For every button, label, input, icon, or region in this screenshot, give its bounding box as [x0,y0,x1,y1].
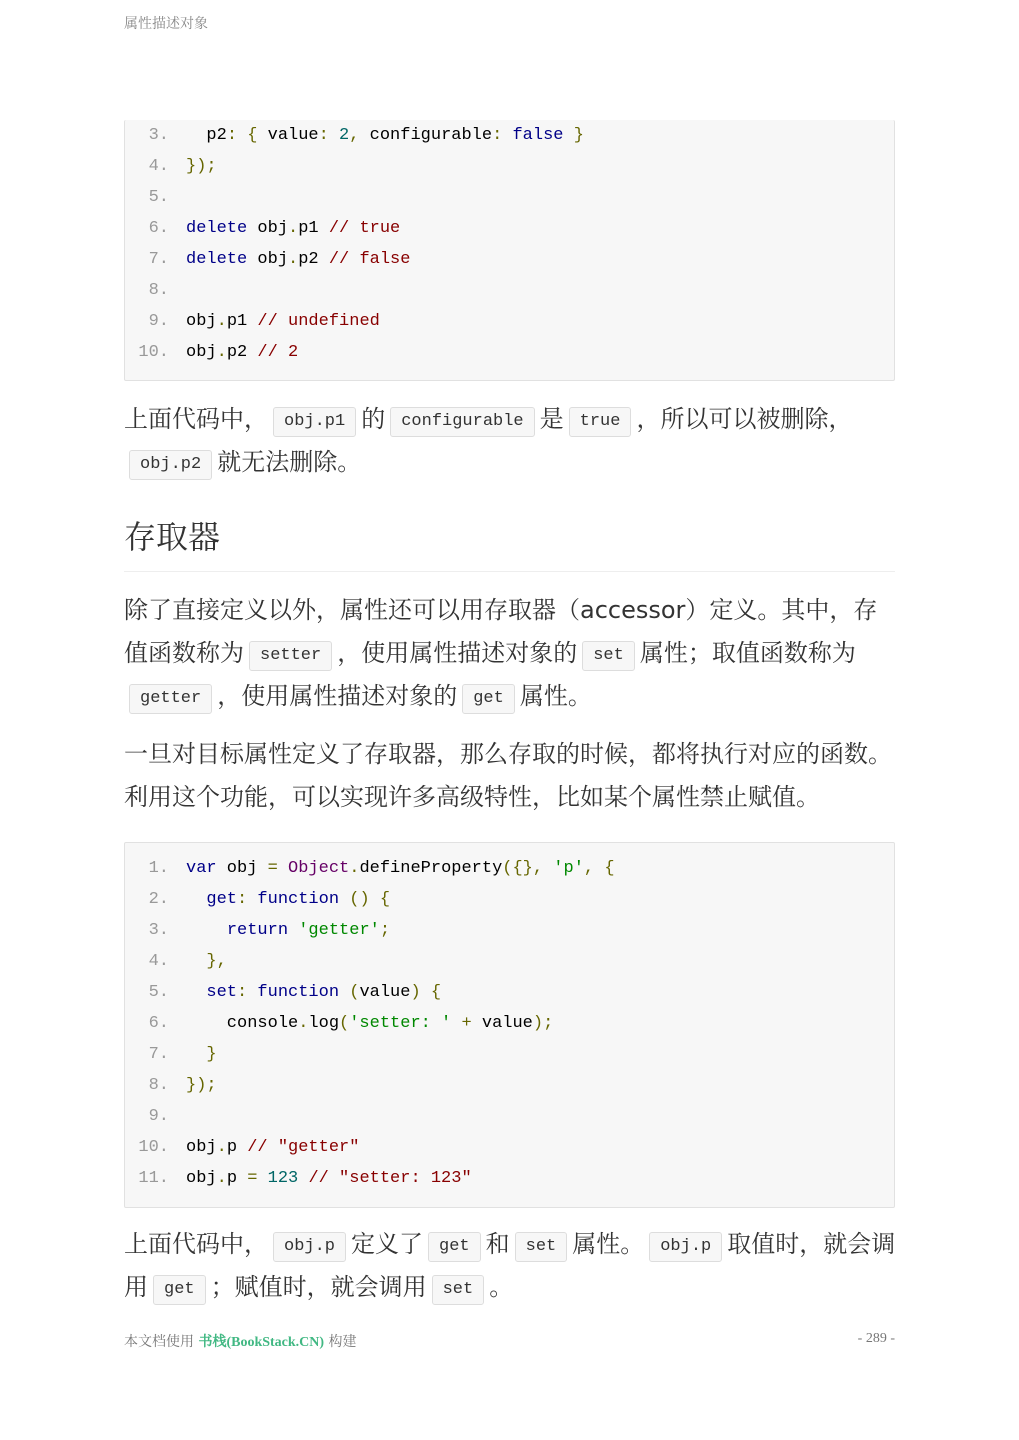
code-text: console.log('setter: ' + value); [186,1014,554,1033]
code-text: var obj = Object.defineProperty({}, 'p', { [186,859,615,878]
text: 属性。 [519,682,592,710]
text: 属性。 [572,1230,645,1258]
line-number: 11. [138,1169,169,1188]
text: ，所以可以被删除， [636,405,853,433]
code-line [125,182,186,213]
line-number: 3. [148,921,169,940]
text: 除了直接定义以外，属性还可以用存取器（accessor）定义。其中，存值函数称为 [124,596,878,667]
inline-code: getter [129,684,212,714]
code-block-delete-example [124,120,895,381]
code-text: }, [206,952,227,971]
code-text: obj.p2 // 2 [186,343,299,362]
paragraph-accessor-intro [124,589,899,718]
text: 和 [485,1230,510,1258]
bookstack-link[interactable]: 书栈(BookStack.CN) [198,1335,325,1350]
line-number: 4. [148,952,169,971]
line-number: 8. [148,281,169,300]
inline-code: obj.p2 [129,450,212,480]
code-line [125,1101,186,1132]
code-line [125,213,400,244]
inline-code: get [153,1275,206,1305]
text: 的 [361,405,386,433]
text: 属性；取值函数称为 [639,639,856,667]
footer-prefix: 本文档使用 [124,1334,194,1350]
footer-suffix: 构建 [328,1334,357,1350]
code-text: } [206,1045,217,1064]
line-number: 5. [148,188,169,207]
line-number: 5. [148,983,169,1002]
inline-code: set [515,1232,568,1262]
inline-code: set [582,641,635,671]
code-text: delete obj.p2 // false [186,250,411,269]
text: ，使用属性描述对象的 [217,682,458,710]
inline-code: configurable [390,407,534,437]
text: 就无法删除。 [217,448,362,476]
line-number: 4. [148,157,169,176]
code-text: delete obj.p1 // true [186,219,401,238]
code-line [125,853,615,884]
code-line [125,151,217,182]
code-line [125,1132,359,1163]
inline-code: get [428,1232,481,1262]
inline-code: true [569,407,632,437]
inline-code: obj.p [273,1232,346,1262]
text: 是 [539,405,564,433]
line-number: 10. [138,343,169,362]
paragraph-accessor-explanation [124,1223,899,1309]
code-text: }); [186,1076,217,1095]
text: ；赋值时，就会调用 [210,1273,427,1301]
code-text: return 'getter'; [226,921,391,940]
inline-code: obj.p [649,1232,722,1262]
footer-credit [124,1331,357,1351]
code-line [125,1070,217,1101]
page-number: - 289 - [857,1331,895,1346]
line-number: 7. [148,250,169,269]
code-line [125,884,390,915]
code-line [125,275,186,306]
code-text: get: function () { [206,890,391,909]
code-text: set: function (value) { [206,983,442,1002]
code-line [125,946,227,977]
section-heading-accessor: 存取器 [124,513,895,572]
line-number: 7. [148,1045,169,1064]
text: 上面代码中， [124,405,268,433]
code-text: obj.p // "getter" [186,1138,360,1157]
code-line [125,337,298,368]
code-line [125,306,380,337]
code-line [125,244,410,275]
inline-code: set [432,1275,485,1305]
code-text: }); [186,157,217,176]
text: 取值时，就会调用 [124,1230,896,1301]
paragraph-configurable-explanation [124,398,899,484]
text: 定义了 [351,1230,424,1258]
line-number: 2. [148,890,169,909]
inline-code: get [462,684,515,714]
inline-code: setter [249,641,332,671]
text: 。 [489,1273,514,1301]
code-line [125,977,441,1008]
line-number: 3. [148,126,169,145]
line-number: 6. [148,1014,169,1033]
running-header: 属性描述对象 [124,16,208,32]
code-text: obj.p1 // undefined [186,312,380,331]
text: 上面代码中， [124,1230,268,1258]
code-text: obj.p = 123 // "setter: 123" [186,1169,472,1188]
code-line [125,915,390,946]
code-line [125,120,584,151]
line-number: 6. [148,219,169,238]
line-number: 9. [148,312,169,331]
code-line [125,1008,553,1039]
paragraph-accessor-usage: 一旦对目标属性定义了存取器，那么存取的时候，都将执行对应的函数。利用这个功能，可以实现许多高级特性，比如某个属性禁止赋值。 [124,740,892,811]
line-number: 8. [148,1076,169,1095]
line-number: 10. [138,1138,169,1157]
inline-code: obj.p1 [273,407,356,437]
code-line [125,1039,217,1070]
text: ，使用属性描述对象的 [337,639,578,667]
code-line [125,1163,472,1194]
code-block-accessor-example [124,842,895,1208]
line-number: 9. [148,1107,169,1126]
code-text: p2: { value: 2, configurable: false } [186,126,584,145]
line-number: 1. [148,859,169,878]
